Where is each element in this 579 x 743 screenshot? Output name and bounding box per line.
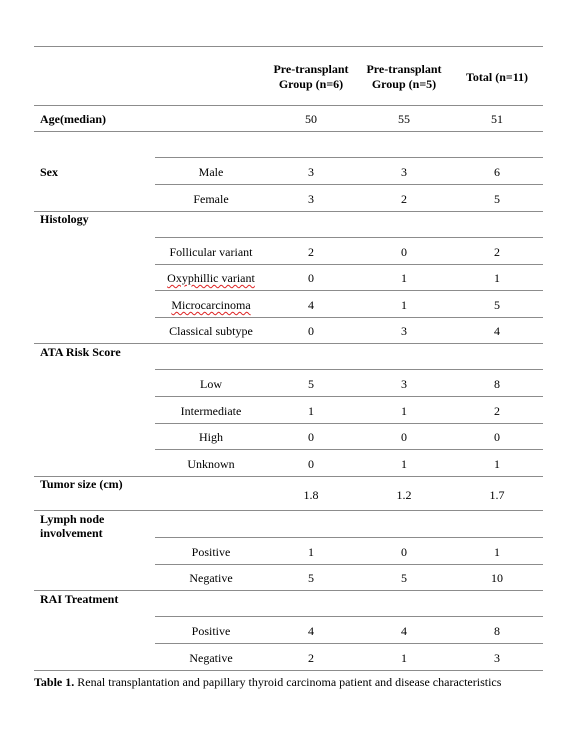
ata-sub-label: Unknown xyxy=(187,457,235,471)
age-value: 50 xyxy=(305,112,317,126)
sex-sub-label: Male xyxy=(198,165,224,179)
histology-row-rule xyxy=(34,343,543,344)
rai-value: 3 xyxy=(494,651,500,665)
histology-row-rule xyxy=(155,317,543,318)
section-label-lymph-node: Lymph node involvement xyxy=(40,512,105,540)
ata-value: 5 xyxy=(308,377,314,391)
lymph-sub-label: Positive xyxy=(191,545,231,559)
section-label-sex: Sex xyxy=(40,165,58,179)
rai-value: 2 xyxy=(308,651,314,665)
lymph-value: 5 xyxy=(401,571,407,585)
sex-sub-label: Female xyxy=(193,192,229,206)
histology-value: 4 xyxy=(308,298,314,312)
histology-value: 2 xyxy=(308,245,314,259)
header-pre-transplant-1: Pre-transplant Group (n=6) xyxy=(273,62,349,91)
header-rule xyxy=(34,105,543,106)
tumor-value: 1.8 xyxy=(303,488,319,502)
histology-value: 0 xyxy=(308,271,314,285)
lymph-value: 5 xyxy=(308,571,314,585)
header-total: Total (n=11) xyxy=(465,70,529,84)
tumor-value: 1.7 xyxy=(489,488,505,502)
histology-sub-label: Microcarcinoma xyxy=(171,298,251,312)
section-label-ata: ATA Risk Score xyxy=(40,345,121,359)
rai-top-rule xyxy=(155,616,543,617)
ata-value: 1 xyxy=(494,457,500,471)
sex-row-rule xyxy=(34,211,543,212)
header-pre-transplant-2: Pre-transplant Group (n=5) xyxy=(366,62,442,91)
histology-top-rule xyxy=(155,237,543,238)
age-value: 55 xyxy=(398,112,410,126)
rai-value: 4 xyxy=(308,624,314,638)
sex-value: 5 xyxy=(494,192,500,206)
histology-value: 1 xyxy=(494,271,500,285)
age-rule xyxy=(34,131,543,132)
sex-value: 6 xyxy=(494,165,500,179)
ata-value: 0 xyxy=(401,430,407,444)
sex-top-rule xyxy=(155,157,543,158)
ata-row-rule xyxy=(155,449,543,450)
ata-value: 1 xyxy=(401,404,407,418)
ata-row-rule xyxy=(155,423,543,424)
rai-value: 8 xyxy=(494,624,500,638)
section-label-rai: RAI Treatment xyxy=(40,592,119,606)
ata-value: 0 xyxy=(308,457,314,471)
histology-value: 2 xyxy=(494,245,500,259)
caption-text: Renal transplantation and papillary thyroid carcinoma patient and disease characteristics xyxy=(74,675,502,689)
histology-value: 1 xyxy=(401,271,407,285)
lymph-value: 1 xyxy=(308,545,314,559)
caption-label: Table 1. xyxy=(34,675,75,689)
ata-sub-label: Low xyxy=(200,377,222,391)
ata-value: 3 xyxy=(401,377,407,391)
lymph-row-rule xyxy=(155,564,543,565)
sex-value: 3 xyxy=(308,192,314,206)
ata-value: 2 xyxy=(494,404,500,418)
sex-value: 3 xyxy=(308,165,314,179)
table-caption xyxy=(34,672,554,693)
lymph-row-rule xyxy=(34,590,543,591)
rai-value: 4 xyxy=(401,624,407,638)
row-label-tumor-size: Tumor size (cm) xyxy=(40,477,123,491)
lymph-value: 1 xyxy=(494,545,500,559)
lymph-sub-label: Negative xyxy=(189,571,233,585)
histology-value: 3 xyxy=(401,324,407,338)
tumor-value: 1.2 xyxy=(396,488,412,502)
histology-value: 0 xyxy=(308,324,314,338)
ata-value: 0 xyxy=(308,430,314,444)
tumor-rule xyxy=(34,510,543,511)
ata-value: 8 xyxy=(494,377,500,391)
ata-value: 1 xyxy=(401,457,407,471)
rai-value: 1 xyxy=(401,651,407,665)
ata-value: 0 xyxy=(494,430,500,444)
age-value: 51 xyxy=(491,112,503,126)
histology-value: 0 xyxy=(401,245,407,259)
sex-value: 2 xyxy=(401,192,407,206)
section-label-histology: Histology xyxy=(40,212,89,226)
sex-row-rule xyxy=(155,184,543,185)
histology-row-rule xyxy=(155,264,543,265)
ata-sub-label: High xyxy=(199,430,223,444)
lymph-value: 10 xyxy=(491,571,503,585)
lymph-value: 0 xyxy=(401,545,407,559)
ata-row-rule xyxy=(155,396,543,397)
lymph-top-rule xyxy=(155,537,543,538)
ata-top-rule xyxy=(155,369,543,370)
top-rule xyxy=(34,46,543,47)
histology-sub-label: Follicular variant xyxy=(169,245,253,259)
ata-value: 1 xyxy=(308,404,314,418)
histology-sub-label: Oxyphillic variant xyxy=(167,271,255,285)
ata-sub-label: Intermediate xyxy=(180,404,242,418)
histology-sub-label: Classical subtype xyxy=(169,324,253,338)
rai-sub-label: Positive xyxy=(191,624,231,638)
sex-value: 3 xyxy=(401,165,407,179)
rai-row-rule xyxy=(34,670,543,671)
histology-row-rule xyxy=(155,290,543,291)
histology-value: 1 xyxy=(401,298,407,312)
rai-sub-label: Negative xyxy=(189,651,233,665)
histology-value: 4 xyxy=(494,324,500,338)
row-label-age: Age(median) xyxy=(40,112,106,126)
rai-row-rule xyxy=(155,643,543,644)
histology-value: 5 xyxy=(494,298,500,312)
